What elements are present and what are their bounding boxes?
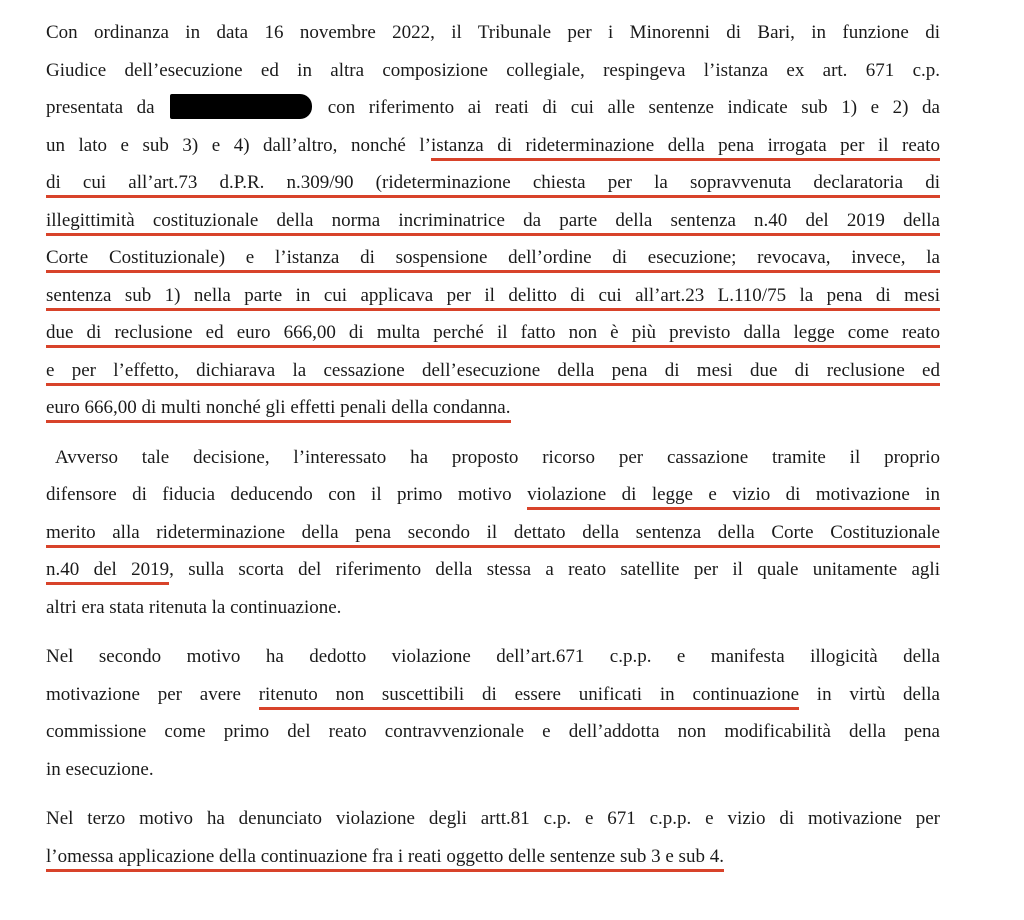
text-segment: presentata da [46,97,169,118]
text-segment: Giudice dell’esecuzione ed in altra composizione collegiale, respingeva l’istanza ex art. 671 c.p. [46,59,940,81]
text-segment: in virtù della [799,683,940,705]
underlined-text-segment: merito alla rideterminazione della pena secondo il dettato della sentenza della Corte Costituzionale [46,522,940,548]
text-line [46,676,940,714]
underlined-text-segment: istanza di rideterminazione della pena irrogata per il reato [431,135,940,161]
underlined-text-segment: sentenza sub 1) nella parte in cui applicava per il delitto di cui all’art.23 L.110/75 la pena di mesi [46,285,940,311]
text-segment: Nel terzo motivo ha denunciato violazione degli artt.81 c.p. e 671 c.p.p. e vizio di motivazione per [46,808,940,829]
underlined-text-segment: n.40 del 2019 [46,559,169,585]
underlined-text-segment: violazione di legge e vizio di motivazione in [527,484,940,510]
underlined-text-segment: Corte Costituzionale) e l’istanza di sospensione dell’ordine di esecuzione; revocava, invece, la [46,247,940,273]
text-line [46,89,940,127]
text-line [46,314,940,352]
redaction-box [170,94,312,119]
text-line [46,277,940,315]
text-line [46,838,940,876]
text-line [46,439,940,477]
text-line [46,52,940,90]
underlined-text-segment: due di reclusione ed euro 666,00 di multa perché il fatto non è più previsto dalla legge come reato [46,322,940,348]
text-segment: difensore di fiducia deducendo con il primo motivo [46,484,528,505]
text-line [46,589,940,627]
paragraph-4 [46,800,940,875]
text-line [46,352,940,390]
underlined-text-segment: di cui all’art.73 d.P.R. n.309/90 (rideterminazione chiesta per la sopravvenuta declaratoria di [46,172,940,198]
text-segment: Con ordinanza in data 16 novembre 2022, il Tribunale per i Minorenni di Bari, in funzione di [46,22,940,43]
text-line [46,638,940,676]
text-line [46,239,940,277]
text-segment: commissione come primo del reato contravvenzionale e dell’addotta non modificabilità della pena [46,721,940,742]
underlined-text-segment: e per l’effetto, dichiarava la cessazione dell’esecuzione della pena di mesi due di reclusione ed [46,360,940,386]
text-segment: altri era stata ritenuta la continuazione. [46,596,342,618]
paragraph-3 [46,638,940,788]
text-segment: un lato e sub 3) e 4) dall’altro, nonché l’ [46,134,431,156]
text-segment: con riferimento ai reati di cui alle sentenze indicate sub 1) e 2) da [314,97,940,118]
paragraph-2 [46,439,940,627]
underlined-text-segment: ritenuto non suscettibili di essere unificati in continuazione [259,684,799,710]
text-segment: , sulla scorta del riferimento della stessa a reato satellite per il quale unitamente agli [169,559,940,580]
text-line [46,751,940,789]
underlined-text-segment: l’omessa applicazione della continuazione fra i reati oggetto delle sentenze sub 3 e sub 4. [46,846,724,872]
text-line [46,389,940,427]
text-line [46,14,940,52]
text-line [46,164,940,202]
text-segment: in esecuzione. [46,758,154,780]
text-segment: Nel secondo motivo ha dedotto violazione dell’art.671 c.p.p. e manifesta illogicità della [46,646,940,667]
paragraph-1 [46,14,940,427]
text-line [46,551,940,589]
text-line [46,713,940,751]
text-line [46,800,940,838]
text-line [46,514,940,552]
underlined-text-segment: euro 666,00 di multi nonché gli effetti penali della condanna. [46,397,511,423]
text-segment: motivazione per avere [46,683,259,705]
underlined-text-segment: illegittimità costituzionale della norma incriminatrice da parte della sentenza n.40 del 2019 della [46,210,940,236]
text-line [46,476,940,514]
text-line [46,127,940,165]
text-line [46,202,940,240]
text-segment: Avverso tale decisione, l’interessato ha proposto ricorso per cassazione tramite il proprio [55,446,940,468]
